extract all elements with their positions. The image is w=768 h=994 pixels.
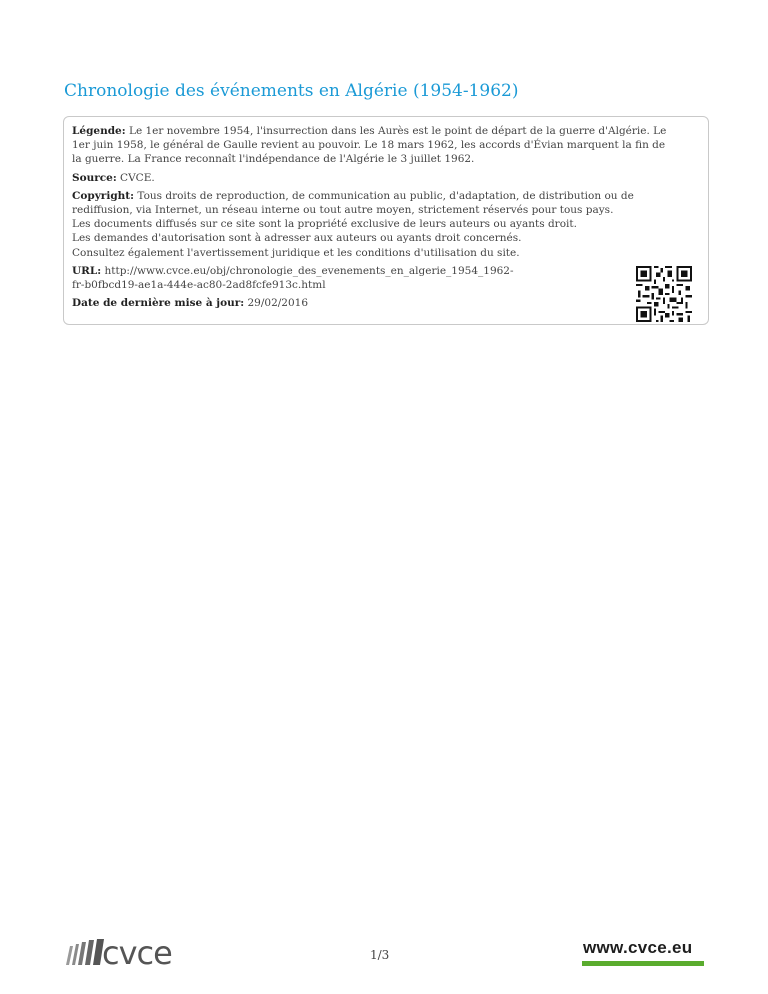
legende-label: Légende: [72,125,126,137]
metadata-box [63,116,709,325]
source-label: Source: [72,171,117,184]
copyright-line-1: Tous droits de reproduction, de communication au public, d'adaptation, de distribution ou de [137,189,634,202]
legende-line-1: Le 1er novembre 1954, l'insurrection dans les Aurès est le point de départ de la guerre d'Algérie. Le [128,125,667,137]
legende-line-2: 1er juin 1958, le général de Gaulle revient au pouvoir. Le 18 mars 1962, les accords d'Évian marquent la fin de [72,139,666,152]
legende-field [72,124,700,167]
url-line-2[interactable]: fr-b0fbcd19-ae1a-444e-ac80-2ad8fcfe913c.html [72,279,326,292]
copyright-label: Copyright: [72,189,135,202]
url-field [72,264,592,292]
copyright-line-2: rediffusion, via Internet, un réseau interne ou tout autre moyen, strictement réservés pour tous pays. [72,204,614,217]
cvce-logo [64,934,200,968]
date-value: 29/02/2016 [247,297,309,310]
legende-line-3: la guerre. La France reconnaît l'indépendance de l'Algérie le 3 juillet 1962. [72,153,475,166]
date-field [72,296,700,310]
url-line-1[interactable]: http://www.cvce.eu/obj/chronologie_des_evenements_en_algerie_1954_1962- [104,264,514,277]
page-number: 1/3 [370,948,390,962]
copyright-line-5: Consultez également l'avertissement juridique et les conditions d'utilisation du site. [72,246,520,259]
source-field [72,171,700,185]
copyright-line-4: Les demandes d'autorisation sont à adresser aux auteurs ou ayants droit concernés. [72,232,522,245]
cvce-logo-icon [66,939,104,965]
footer-accent-bar [582,961,704,966]
footer-site-link[interactable]: www.cvce.eu [583,938,693,957]
source-value: CVCE. [120,171,155,184]
date-label: Date de dernière mise à jour: [72,297,245,310]
cvce-logo-text: cvce [102,934,172,968]
copyright-field [72,189,700,260]
document-title: Chronologie des événements en Algérie (1954-1962) [64,81,519,101]
qr-code-icon [636,266,692,322]
url-label: URL: [72,264,102,277]
copyright-line-3: Les documents diffusés sur ce site sont la propriété exclusive de leurs auteurs ou ayants droit. [72,218,577,231]
